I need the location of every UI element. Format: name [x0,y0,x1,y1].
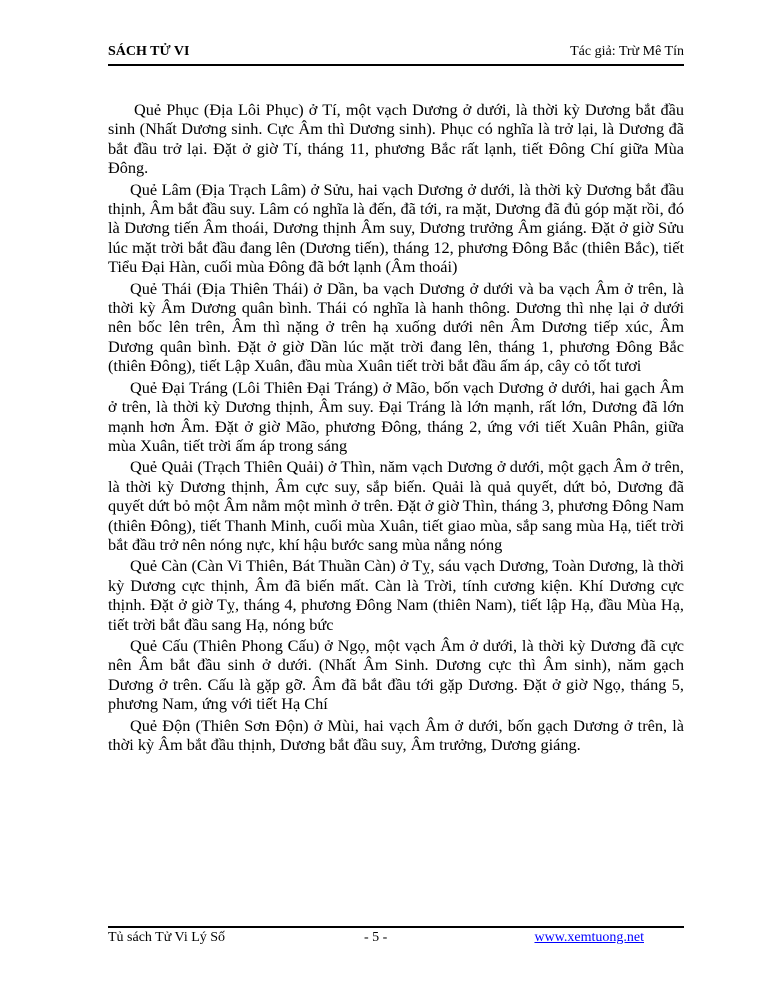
website-link[interactable]: www.xemtuong.net [534,930,644,945]
document-body [108,100,684,756]
book-title: SÁCH TỬ VI [108,44,190,59]
paragraph-que-dai-trang: Quẻ Đại Tráng (Lôi Thiên Đại Tráng) ở Mão, bốn vạch Dương ở dưới, hai gạch Âm ở trên, là thời kỳ Dương thịnh, Âm suy. Đại Tráng là lớn mạnh, rất lớn, Dương đã lớn mạnh hơn Âm. Đặt ở giờ Mão, phương Đông, tháng 2, ứng với tiết Xuân Phân, giữa mùa Xuân, tiết trời ấm áp trong sáng [108,377,684,455]
series-name: Tủ sách Tử Vi Lý Số [108,930,226,945]
paragraph-que-phuc: Quẻ Phục (Địa Lôi Phục) ở Tí, một vạch Dương ở dưới, là thời kỳ Dương bắt đầu sinh (Nhất Dương sinh. Cực Âm thì Dương sinh). Phục có nghĩa là trở lại, là Dương đã bắt đầu trở lại. Đặt ở giờ Tí, tháng 11, phương Bắc rất lạnh, tiết Đông Chí giữa Mùa Đông. [108,100,684,178]
paragraph-que-cau: Quẻ Cấu (Thiên Phong Cấu) ở Ngọ, một vạch Âm ở dưới, là thời kỳ Dương đã cực nên Âm bắt đầu sinh ở dưới. (Nhất Âm Sinh. Dương cực thì Âm sinh), năm gạch Dương ở trên. Cấu là gặp gỡ. Âm đã bắt đầu tới gặp Dương. Đặt ở giờ Ngọ, tháng 5, phương Nam, ứng với tiết Hạ Chí [108,635,684,714]
paragraph-que-thai: Quẻ Thái (Địa Thiên Thái) ở Dần, ba vạch Dương ở dưới và ba vạch Âm ở trên, là thời kỳ Âm Dương quân bình. Thái có nghĩa là hanh thông. Dương thì nhẹ lại ở dưới nên bốc lên trên, Âm thì nặng ở trên hạ xuống dưới nên Âm Dương tiếp xúc, Âm Dương quân bình. Đặt ở giờ Dần lúc mặt trời đang lên, tháng 1, phương Đông Bắc (thiên Đông), tiết Lập Xuân, đầu mùa Xuân tiết trời bắt đầu ấm áp, cây cỏ tốt tươi [108,278,684,376]
page-footer [108,926,684,950]
page-number: - 5 - [364,930,388,945]
author-credit: Tác giả: Trừ Mê Tín [570,44,684,59]
paragraph-que-don: Quẻ Độn (Thiên Sơn Độn) ở Mùi, hai vạch Âm ở dưới, bốn gạch Dương ở trên, là thời kỳ Âm bắt đầu thịnh, Dương bắt đầu suy, Âm trưởng, Dương giáng. [108,715,684,754]
paragraph-que-quai: Quẻ Quải (Trạch Thiên Quải) ở Thìn, năm vạch Dương ở dưới, một gạch Âm ở trên, là thời kỳ Dương thịnh, Âm cực suy, sắp biến. Quải là quả quyết, dứt bỏ, Dương đã quyết dứt bỏ một Âm nằm một mình ở trên. Đặt ở giờ Thìn, tháng 3, phương Đông Nam (thiên Đông), tiết Thanh Minh, cuối mùa Xuân, tiết giao mùa, sắp sang mùa Hạ, tiết trời bắt đầu trở nên nóng nực, khí hậu bước sang mùa nắng nóng [108,457,684,554]
page-header [108,42,684,66]
paragraph-que-lam: Quẻ Lâm (Địa Trạch Lâm) ở Sửu, hai vạch Dương ở dưới, là thời kỳ Dương bắt đầu thịnh, Âm bắt đầu suy. Lâm có nghĩa là đến, đã tới, ra mặt, Dương đã đủ góp mặt rồi, đó là Dương tiến Âm thoái, Dương thịnh Âm suy, Dương trưởng Âm giáng. Đặt ở giờ Sửu lúc mặt trời bắt đầu đang lên (Dương tiến), tháng 12, phương Đông Bắc (thiên Bắc), tiết Tiểu Đại Hàn, cuối mùa Đông đã bớt lạnh (Âm thoái) [108,179,684,277]
paragraph-que-can: Quẻ Càn (Càn Vi Thiên, Bát Thuần Càn) ở Tỵ, sáu vạch Dương, Toàn Dương, là thời kỳ Dương cực thịnh, Âm đã biến mất. Càn là Trời, tính cương kiện. Khí Dương cực thịnh. Đặt ở giờ Tỵ, tháng 4, phương Đông Nam (thiên Nam), tiết lập Hạ, đầu Mùa Hạ, tiết trời bắt đầu sang Hạ, nóng bức [108,556,685,634]
